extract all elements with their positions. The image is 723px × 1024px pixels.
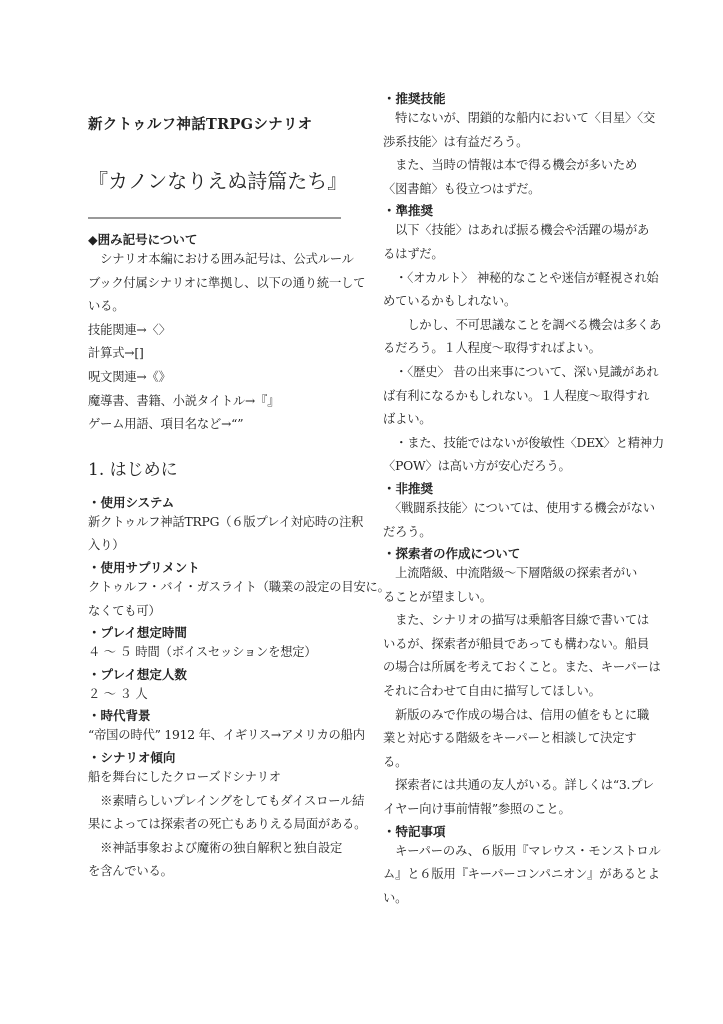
text-line: 業と対応する階級をキーパーと相談して決定す [383, 731, 637, 746]
text-line: いるが、探索者が船員であっても構わない。船員 [383, 636, 650, 651]
text-line: 〈図書館〉も役立つはずだ。 [383, 181, 541, 196]
text-line: ることが望ましい。 [383, 589, 492, 604]
text-line: 〈POW〉は高い方が安心だろう。 [383, 459, 571, 474]
text-line: ※神話事象および魔術の独自解釈と独自設定 [88, 840, 343, 855]
text-line: ・〈歴史〉 昔の出来事について、深い見識があれ [383, 364, 659, 379]
text-line: キーパーのみ、６版用『マレウス・モンストロル [383, 843, 661, 858]
text-line: だろう。 [383, 524, 432, 539]
subheading: ・探索者の作成について [383, 546, 521, 562]
text-line: 〈戦闘系技能〉については、使用する機会がない [383, 500, 655, 515]
section-heading: 1. はじめに [88, 459, 178, 480]
text-line: るだろう。１人程度〜取得すればよい。 [383, 341, 601, 356]
text-line: 探索者には共通の友人がいる。詳しくは“3.プレ [383, 778, 654, 793]
text-line: ゲーム用語、項目名など→“” [88, 417, 244, 432]
text-line: 以下〈技能〉はあれば振る機会や活躍の場があ [383, 223, 650, 238]
text-line: ２ 〜 ３ 人 [88, 686, 148, 701]
text-line: ・また、技能ではないが俊敏性〈DEX〉と精神力 [383, 435, 665, 450]
text-line: イヤー向け事前情報”参照のこと。 [383, 802, 571, 817]
text-line: 計算式→[] [88, 346, 144, 361]
subheading: ・使用サプリメント [88, 559, 200, 575]
text-line: 特にないが、閉鎖的な船内において〈目星〉〈交 [383, 111, 656, 125]
series-title: 新クトゥルフ神話TRPGシナリオ [88, 116, 313, 133]
subheading: ・準推奨 [383, 203, 434, 219]
subheading: ・特記事項 [383, 823, 446, 839]
text-line: る。 [383, 754, 408, 769]
text-line: なくても可） [88, 603, 161, 618]
subheading: ◆囲み記号について [88, 232, 198, 247]
text-line: るはずだ。 [383, 246, 444, 261]
right-column [383, 90, 665, 911]
text-line: ム』と６版用『キーパーコンパニオン』があるとよ [383, 867, 660, 882]
text-line: 技能関連→〈〉 [88, 322, 171, 337]
text-line: 魔導書、書籍、小説タイトル→『』 [88, 393, 280, 408]
left-column [88, 231, 390, 885]
text-line: の場合は所属を考えておくこと。また、キーパーは [383, 660, 661, 675]
subheading: ・プレイ想定人数 [88, 666, 187, 682]
text-line: 新版のみで作成の場合は、信用の値をもとに職 [383, 707, 650, 722]
text-line: 果によっては探索者の死亡もありえる局面がある。 [88, 817, 367, 832]
text-line: クトゥルフ・バイ・ガスライト（職業の設定の目安に。 [88, 579, 390, 594]
text-line: 呪文関連→《》 [88, 369, 171, 384]
text-line: を含んでいる。 [88, 864, 173, 879]
text-line: 渉系技能〉は有益だろう。 [383, 134, 529, 149]
text-line: いる。 [88, 299, 125, 314]
text-line: 上流階級、中流階級〜下層階級の探索者がい [383, 566, 638, 581]
text-line: “帝国の時代” 1912 年、イギリス→アメリカの船内 [88, 728, 365, 743]
text-line: シナリオ本編における囲み記号は、公式ルール [88, 252, 354, 266]
title-divider [88, 217, 341, 219]
text-line: それに合わせて自由に描写してほしい。 [383, 684, 601, 699]
document-title: 『カノンなりえぬ詩篇たち』 [88, 169, 348, 193]
text-line: い。 [383, 890, 408, 905]
text-line: ※素晴らしいプレイングをしてもダイスロール結 [88, 793, 365, 808]
text-line: 新クトゥルフ神話TRPG（６版プレイ対応時の注釈 [88, 514, 364, 529]
text-line: めているかもしれない。 [383, 294, 517, 309]
subheading: ・推奨技能 [383, 91, 446, 106]
text-line: しかし、不可思議なことを調べる機会は多くあ [383, 317, 662, 332]
text-line: ば有利になるかもしれない。１人程度〜取得すれ [383, 388, 650, 403]
subheading: ・時代背景 [88, 708, 151, 724]
subheading: ・プレイ想定時間 [88, 625, 187, 641]
subheading: ・シナリオ傾向 [88, 749, 176, 765]
text-line: ばよい。 [383, 412, 432, 427]
text-line: ブック付属シナリオに準拠し、以下の通り統一して [88, 275, 366, 290]
text-line: 船を舞台にしたクローズドシナリオ [88, 769, 281, 784]
text-line: ４ 〜 ５ 時間（ボイスセッションを想定） [88, 645, 317, 660]
text-line: また、当時の情報は本で得る機会が多いため [383, 158, 638, 173]
text-line: ・〈オカルト〉 神秘的なことや迷信が軽視され始 [383, 270, 659, 285]
text-line: また、シナリオの描写は乗船客目線で書いては [383, 613, 650, 628]
text-line: 入り） [88, 538, 125, 553]
subheading: ・使用システム [88, 494, 175, 510]
subheading: ・非推奨 [383, 480, 434, 496]
